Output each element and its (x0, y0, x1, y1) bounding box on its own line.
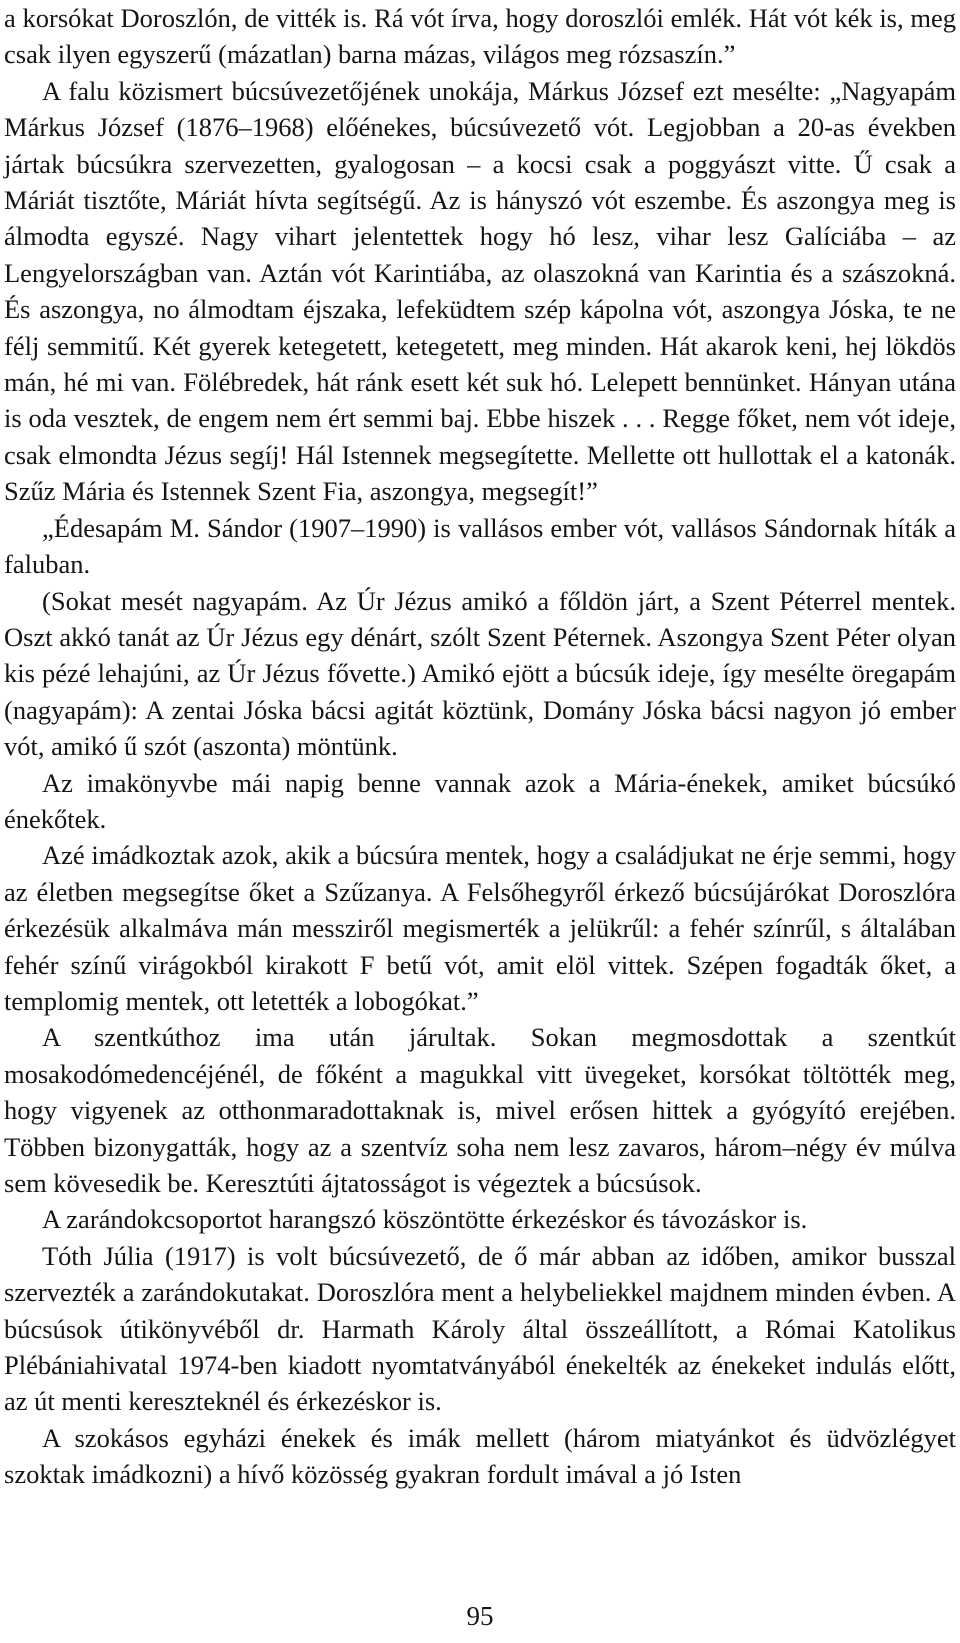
paragraph-8: A zarándokcsoportot harangszó köszöntötte érkezéskor és távozáskor is. (42, 1204, 808, 1235)
paragraph-9: Tóth Júlia (1917) is volt búcsúvezető, de ő már abban az időben, amikor busszal szervezték a zarándokutakat. Doroszlóra ment a helybeliekkel majdnem minden évben. A búcsúsok útikönyvéből dr. Harmath Károly által összeállított, a Római Katolikus Plébániahivatal 1974-ben kiadott nyomtatványából énekelték az énekeket indulás előtt, az út menti kereszteknél és érkezéskor is. (4, 1240, 956, 1417)
paragraph-7: A szentkúthoz ima után járultak. Sokan megmosdottak a szentkút mosakodómedencéjénél, de főként a magukkal vitt üvegeket, korsókat töltötték meg, hogy vigyenek az otthonmaradottaknak is, mivel erősen hittek a gyógyító erejében. Többen bizonygatták, hogy az a szentvíz soha nem lesz zavaros, három–négy év múlva sem kövesedik be. Keresztúti ájtatosságot is végeztek a búcsúsok. (4, 1022, 956, 1198)
paragraph-4: (Sokat mesét nagyapám. Az Úr Jézus amikó a főldön járt, a Szent Péterrel mentek. Oszt akkó tanát az Úr Jézus egy dénárt, szólt Szent Péternek. Aszongya Szent Péter olyan kis pézé lehajúni, az Úr Jézus fővette.) Amikó ejött a búcsúk ideje, így mesélte öregapám (nagyapám): A zentai Jóska bácsi agitát köztünk, Domány Jóska bácsi nagyon jó ember vót, amikó ű szót (aszonta) möntünk. (4, 585, 956, 762)
paragraph-2: A falu közismert búcsúvezetőjének unokája, Márkus József ezt mesélte: „Nagyapám Márkus József (1876–1968) előénekes, búcsúvezető vót. Legjobban a 20-as években jártak búcsúkra szervezetten, gyalogosan – a kocsi csak a poggyászt vitte. Ű csak a Máriát tisztőte, Máriát hívta segítségű. Az is hányszó vót eszembe. És aszongya meg is álmodta egyszé. Nagy vihart jelentettek hogy hó lesz, vihar lesz Galíciába – az Lengyelországban van. Aztán vót Karintiába, az olaszokná van Karintia és a szászokná. És aszongya, no álmodtam éjszaka, lefeküdtem szép kápolna vót, aszongya Jóska, te ne félj semmitű. Két gyerek ketegetett, ketegetett, meg minden. Hát akarok keni, hej lökdös mán, hé mi van. Fölébredek, hát ránk esett két suk hó. Lelepett bennünket. Hányan utána is oda vesztek, de engem nem ért semmi baj. Ebbe hiszek . . . Regge főket, nem vót ideje, csak elmondta Jézus segíj! Hál Istennek megsegítette. Mellette ott hullottak el a katonák. Szűz Mária és Istennek Szent Fia, aszongya, megsegít!” (4, 75, 956, 507)
paragraph-10: A szokásos egyházi énekek és imák mellett (három miatyánkot és üdvözlégyet szoktak imádkozni) a hívő közösség gyakran fordult imával a jó Isten (4, 1422, 956, 1490)
paragraph-1: a korsókat Doroszlón, de vitték is. Rá vót írva, hogy doroszlói emlék. Hát vót kék is, meg csak ilyen egyszerű (mázatlan) barna mázas, világos meg rózsaszín.” (4, 3, 956, 70)
paragraph-5: Az imakönyvbe mái napig benne vannak azok a Mária-énekek, amiket búcsúkó énekőtek. (4, 767, 956, 834)
page-body-text (4, 0, 956, 1493)
paragraph-6: Azé imádkoztak azok, akik a búcsúra mentek, hogy a családjukat ne érje semmi, hogy az életben megsegítse őket a Szűzanya. A Felsőhegyről érkező búcsújárókat Doroszlóra érkezésük alkalmáva mán messziről megismerték a jelükrűl: a fehér színrűl, s általában fehér színű virágokból kirakott F betű vót, amit elöl vittek. Szépen fogadták őket, a templomig mentek, ott letették a lobogókat.” (4, 840, 956, 1016)
page-number: 95 (466, 1601, 494, 1631)
paragraph-3: „Édesapám M. Sándor (1907–1990) is vallásos ember vót, vallásos Sándornak híták a faluban. (4, 512, 956, 580)
